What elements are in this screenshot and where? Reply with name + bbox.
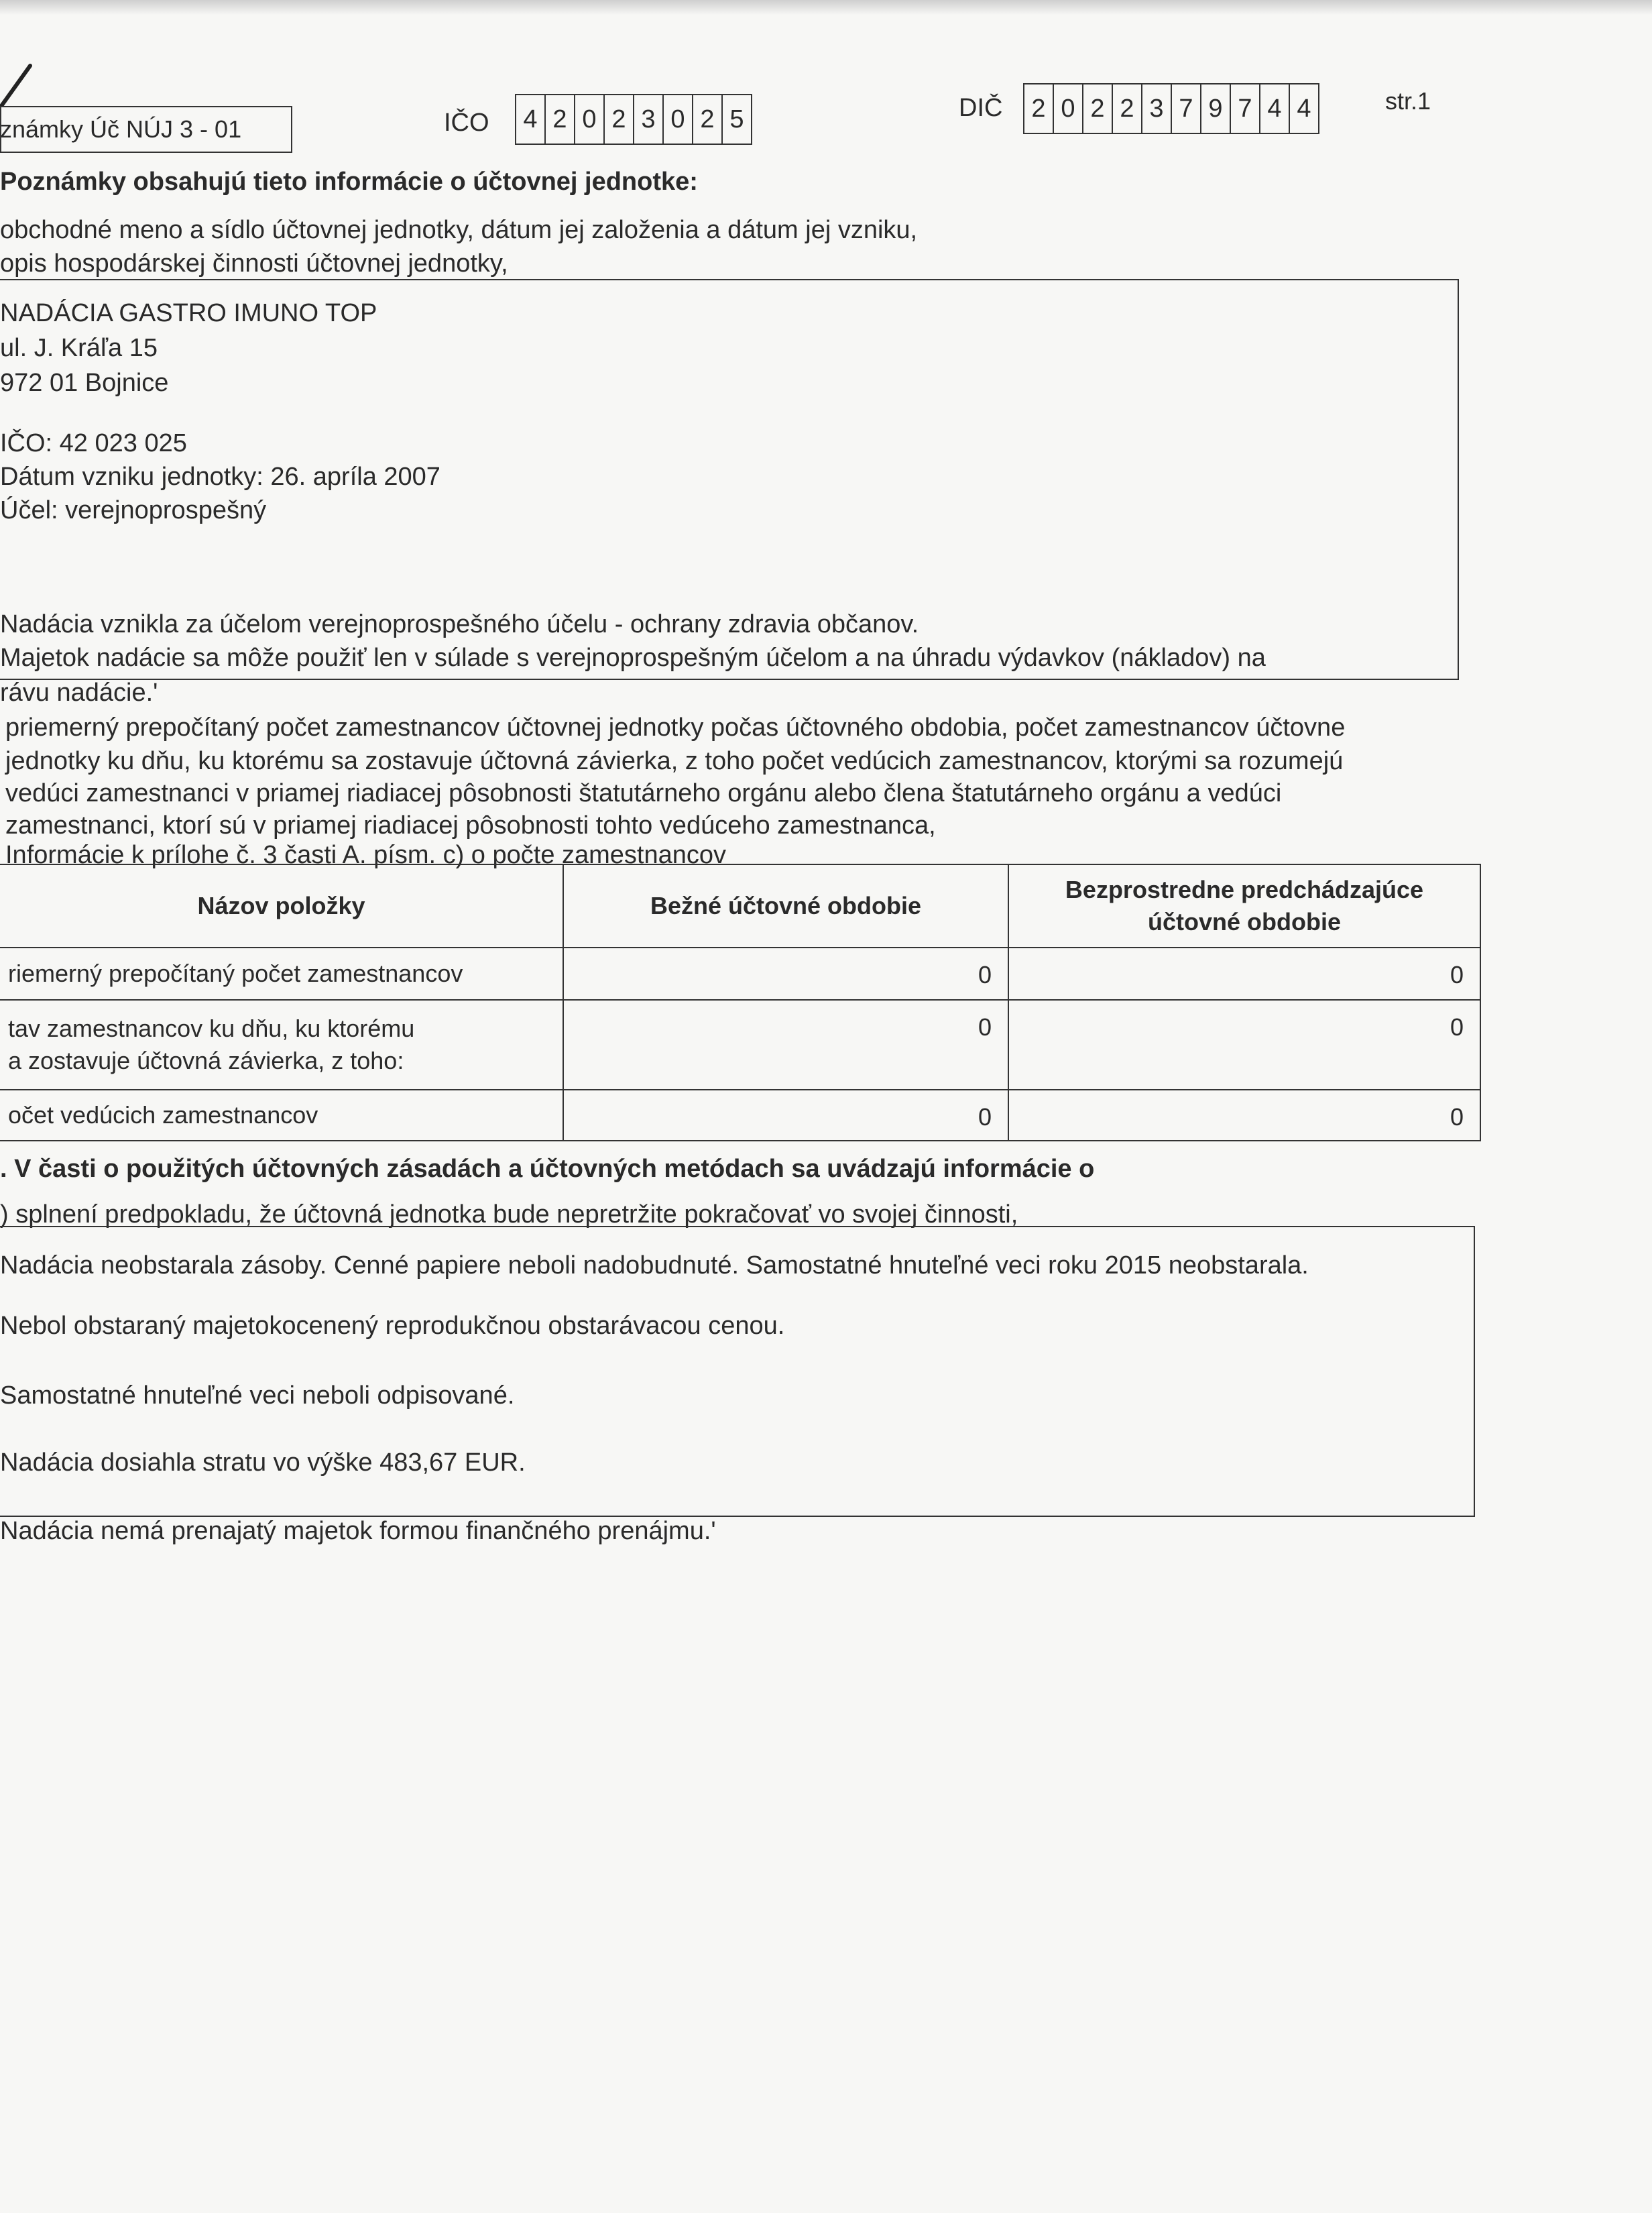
entity-name: NADÁCIA GASTRO IMUNO TOP <box>0 299 377 327</box>
col-header-previous <box>1008 864 1480 948</box>
section2-line2: jednotky ku dňu, ku ktorému sa zostavuje účtovná závierka, z toho počet vedúcich zamestnancov, ktorými sa rozumejú <box>5 747 1344 775</box>
check-mark-icon <box>0 60 34 107</box>
dic-digit: 4 <box>1260 84 1290 133</box>
row-current-value: 0 <box>563 948 1008 1000</box>
row-previous-value: 0 <box>1008 1000 1480 1090</box>
section3-heading: . V časti o použitých účtovných zásadách a účtovných metódach sa uvádzajú informácie o <box>0 1155 1095 1183</box>
section2-line5: Informácie k prílohe č. 3 časti A. písm. c) o počte zamestnancov <box>5 841 727 869</box>
section1-line1: obchodné meno a sídlo účtovnej jednotky, dátum jej založenia a dátum jej vzniku, <box>0 216 918 244</box>
entity-purpose: Účel: verejnoprospešný <box>0 496 267 524</box>
dic-digit: 4 <box>1297 94 1311 123</box>
row-label-line1: tav zamestnancov ku dňu, ku ktorému <box>8 1015 415 1042</box>
dic-digit: 0 <box>1054 84 1083 133</box>
entity-date: Dátum vzniku jednotky: 26. apríla 2007 <box>0 463 440 491</box>
ico-digit: 2 <box>605 95 634 144</box>
table-header-row <box>0 864 1480 948</box>
row-previous-value: 0 <box>1008 1090 1480 1141</box>
row-label <box>0 1000 563 1090</box>
employees-table <box>0 864 1481 1141</box>
dic-label: DIČ <box>959 94 1003 122</box>
entity-street: ul. J. Kráľa 15 <box>0 334 158 362</box>
page-number: str.1 <box>1385 87 1431 115</box>
section3-line1: ) splnení predpokladu, že účtovná jednotka bude nepretržite pokračovať vo svojej činnosti, <box>0 1200 1018 1229</box>
row-label-line2: a zostavuje účtovná závierka, z toho: <box>8 1047 404 1074</box>
section2-line3: vedúci zamestnanci v priamej riadiacej pôsobnosti štatutárneho orgánu alebo člena štatutárneho orgánu a vedúci <box>5 779 1282 807</box>
form-label: známky Úč NÚJ 3 - 01 <box>0 115 242 143</box>
row-label: riemerný prepočítaný počet zamestnancov <box>0 948 563 1000</box>
col-header-current: Bežné účtovné obdobie <box>563 864 1008 948</box>
dic-digit-boxes <box>1023 83 1319 134</box>
table-row <box>0 1090 1480 1141</box>
section1-line2: opis hospodárskej činnosti účtovnej jednotky, <box>0 249 508 278</box>
dic-digit: 2 <box>1024 84 1054 133</box>
table-row <box>0 1000 1480 1090</box>
dic-digit: 7 <box>1231 84 1260 133</box>
ico-digit: 3 <box>634 95 664 144</box>
principles-p4: Nadácia dosiahla stratu vo výške 483,67 EUR. <box>0 1449 526 1477</box>
section1-heading: Poznámky obsahujú tieto informácie o účtovnej jednotke: <box>0 168 698 196</box>
entity-city: 972 01 Bojnice <box>0 369 169 397</box>
scan-edge-shade <box>0 0 1652 15</box>
table-row <box>0 948 1480 1000</box>
dic-digit: 7 <box>1172 84 1201 133</box>
entity-ico: IČO: 42 023 025 <box>0 429 187 457</box>
row-label: očet vedúcich zamestnancov <box>0 1090 563 1141</box>
row-previous-value: 0 <box>1008 948 1480 1000</box>
principles-p3: Samostatné hnuteľné veci neboli odpisované. <box>0 1381 515 1410</box>
ico-digit: 2 <box>693 95 723 144</box>
principles-p2: Nebol obstaraný majetokocenený reprodukčnou obstarávacou cenou. <box>0 1312 785 1340</box>
col-header-item: Názov položky <box>0 864 563 948</box>
ico-digit: 0 <box>664 95 693 144</box>
ico-digit: 0 <box>575 95 605 144</box>
ico-label: IČO <box>444 109 489 137</box>
section2-line1: priemerný prepočítaný počet zamestnancov účtovnej jednotky počas účtovného obdobia, počet zamestnancov účtovne <box>5 714 1346 742</box>
col-header-previous-line2: účtovné obdobie <box>1148 908 1341 935</box>
ico-digit: 4 <box>516 95 546 144</box>
principles-p5: Nadácia nemá prenajatý majetok formou finančného prenájmu.' <box>0 1517 716 1545</box>
entity-text2: Majetok nadácie sa môže použiť len v súlade s verejnoprospešným účelom a na úhradu výdavkov (nákladov) na <box>0 644 1266 672</box>
entity-text3: rávu nadácie.' <box>0 679 158 707</box>
ico-digit-boxes <box>515 94 752 145</box>
row-current-value: 0 <box>563 1090 1008 1141</box>
section2-line4: zamestnanci, ktorí sú v priamej riadiacej pôsobnosti tohto vedúceho zamestnanca, <box>5 811 936 840</box>
principles-p1: Nadácia neobstarala zásoby. Cenné papiere neboli nadobudnuté. Samostatné hnuteľné veci roku 2015 neobstarala. <box>0 1251 1309 1280</box>
ico-digit: 5 <box>729 105 744 133</box>
dic-digit: 9 <box>1201 84 1231 133</box>
dic-digit: 2 <box>1113 84 1142 133</box>
dic-digit: 2 <box>1083 84 1113 133</box>
row-current-value: 0 <box>563 1000 1008 1090</box>
entity-text1: Nadácia vznikla za účelom verejnoprospešného účelu - ochrany zdravia občanov. <box>0 610 919 638</box>
ico-digit: 2 <box>546 95 575 144</box>
dic-digit: 3 <box>1142 84 1172 133</box>
col-header-previous-line1: Bezprostredne predchádzajúce <box>1065 876 1424 903</box>
